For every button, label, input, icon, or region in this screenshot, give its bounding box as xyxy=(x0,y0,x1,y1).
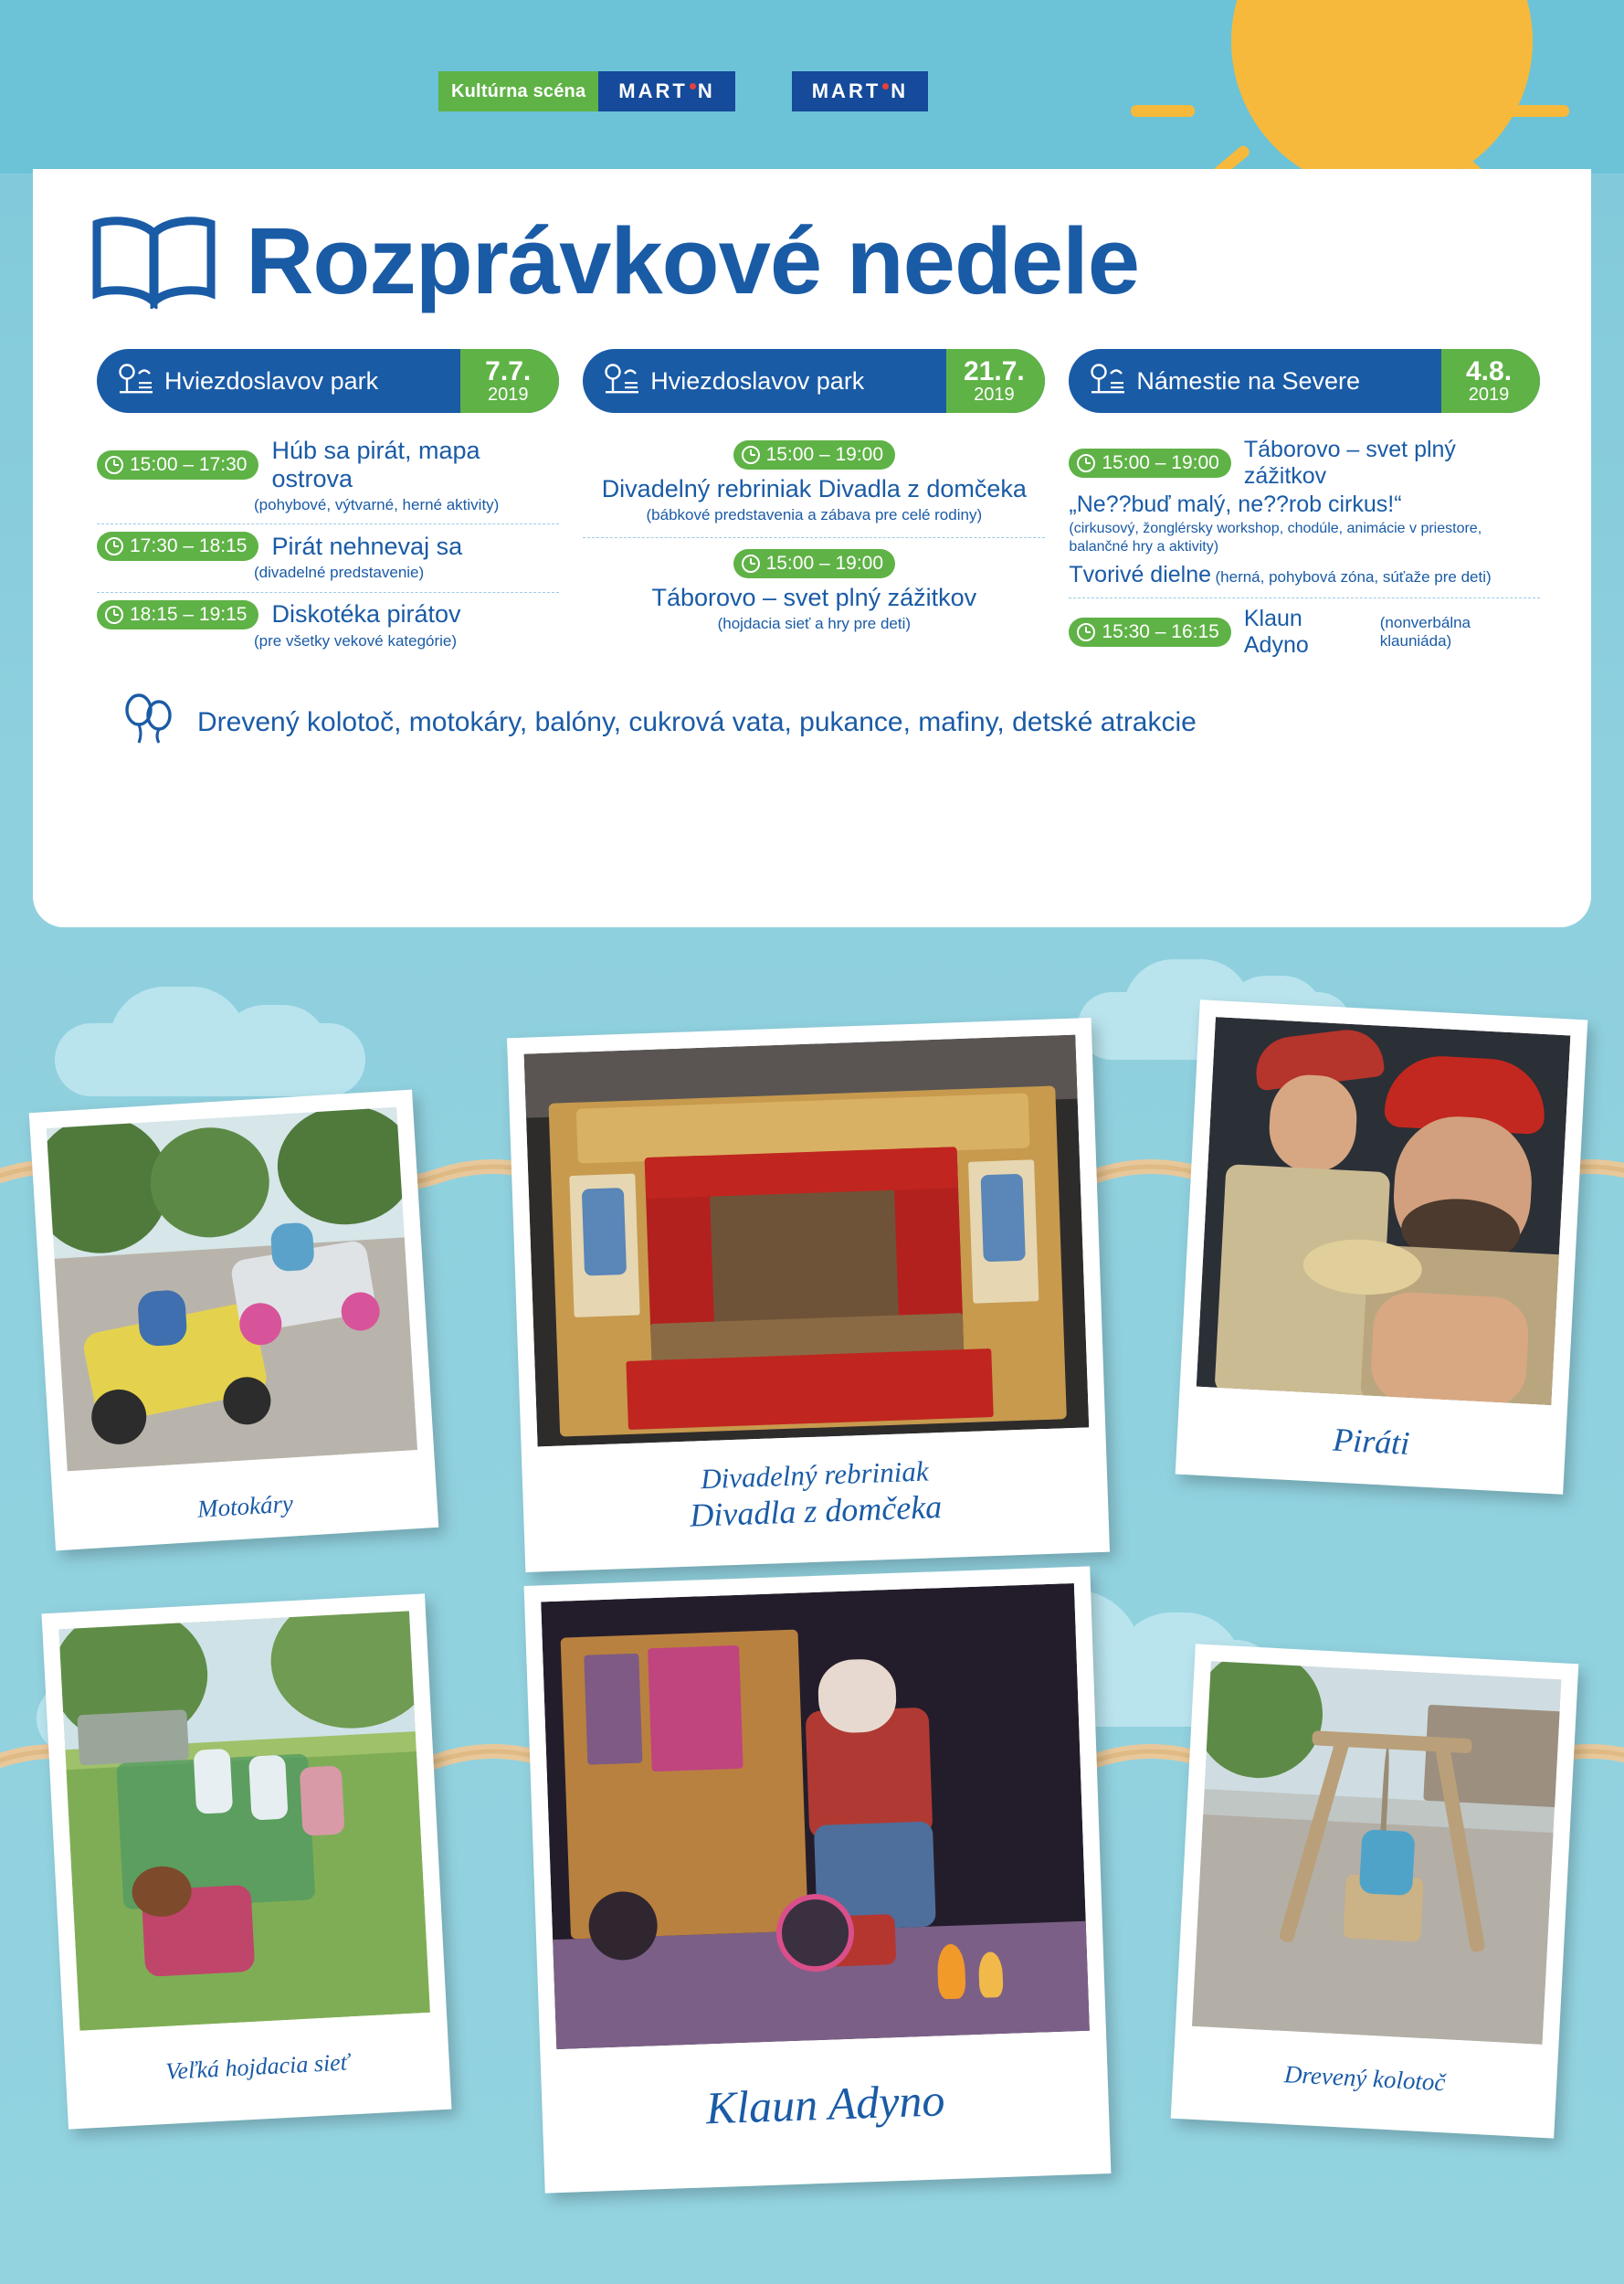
photo-caption-klaun-adyno: Klaun Adyno xyxy=(704,2074,946,2134)
photo-content xyxy=(47,1107,417,1472)
logo-kulturna-scena-martin xyxy=(438,71,735,111)
logo-martin-1-post: N xyxy=(697,79,715,102)
event-time-badge xyxy=(733,549,895,578)
logo-martin-2 xyxy=(792,71,928,111)
photo-card-divadelny-rebriniak[interactable] xyxy=(507,1018,1110,1572)
photo-stage-skirt xyxy=(626,1348,993,1430)
photo-card-pirati[interactable] xyxy=(1176,999,1588,1495)
clock-icon xyxy=(105,456,123,474)
venue-date-day-1: 7.7. xyxy=(485,356,532,386)
event-head xyxy=(97,437,559,493)
photo-caption-divadelny-rebriniak-line2: Divadla z domčeka xyxy=(689,1488,943,1534)
event-time-text: 15:00 – 17:30 xyxy=(130,454,248,475)
logo-martin-1-pre: MART xyxy=(618,79,688,102)
event-list-1 xyxy=(97,413,559,660)
event-time-badge xyxy=(97,532,258,561)
venue-date-year-2: 2019 xyxy=(974,385,1015,405)
event-time-text: 18:15 – 19:15 xyxy=(130,603,248,625)
logo-dot-icon xyxy=(882,83,889,90)
photo-child xyxy=(248,1755,289,1821)
event-head xyxy=(97,532,559,561)
event-item xyxy=(97,429,559,524)
photo-image-motokary xyxy=(47,1107,417,1472)
logo-martin-2-pre: MART xyxy=(811,79,881,102)
photo-caption-divadelny-rebriniak-line1: Divadelný rebriniak xyxy=(700,1454,930,1496)
clock-icon xyxy=(105,606,123,624)
event-time-badge xyxy=(1069,618,1230,647)
event-subtitle: (pohybové, výtvarné, herné aktivity) xyxy=(254,496,500,513)
program-column-1 xyxy=(97,349,559,668)
photo-caravan-window xyxy=(584,1654,642,1765)
photo-image-dreveny-kolotoc xyxy=(1192,1661,1561,2045)
photo-caption-hojdacia-siet: Veľká hojdacia sieť xyxy=(164,2048,350,2085)
event-subtitle: (pre všetky vekové kategórie) xyxy=(254,631,458,650)
title-row xyxy=(33,169,1591,313)
photo-child xyxy=(1359,1829,1416,1896)
event-head xyxy=(1069,606,1540,659)
event-subtitle: (nonverbálna klauniáda) xyxy=(1379,614,1471,650)
photo-content xyxy=(524,1035,1090,1447)
sun-ray xyxy=(1131,105,1195,117)
event-head xyxy=(97,600,559,629)
event-item xyxy=(1069,429,1540,598)
event-time-text: 17:30 – 18:15 xyxy=(130,535,248,557)
clock-icon xyxy=(1077,623,1095,641)
program-column-3 xyxy=(1069,349,1540,668)
venue-date-day-3: 4.8. xyxy=(1465,356,1513,386)
photo-image-klaun-adyno xyxy=(541,1583,1090,2049)
event-time-badge xyxy=(733,440,895,470)
venue-bar-3 xyxy=(1069,349,1540,413)
photo-pirate-face xyxy=(1267,1073,1358,1173)
event-time-text: 15:00 – 19:00 xyxy=(1102,452,1219,473)
photo-clown-face xyxy=(817,1658,898,1734)
sun-ray xyxy=(1505,105,1569,117)
event-title: Táborovo – svet plný zážitkov xyxy=(1243,437,1456,489)
venue-bar-1 xyxy=(97,349,559,413)
photo-puppet xyxy=(582,1188,627,1276)
photo-child xyxy=(194,1749,234,1814)
info-card xyxy=(33,169,1591,927)
park-tree-icon xyxy=(583,349,650,413)
photo-gallery xyxy=(0,932,1624,2284)
clock-icon xyxy=(1077,454,1095,472)
photo-content xyxy=(541,1583,1090,2049)
event-subtitle: (cirkusový, žonglérsky workshop, chodúle, animácie v priestore, balančné hry a aktivity) xyxy=(1069,521,1482,555)
extra-attractions-text: Drevený kolotoč, motokáry, balóny, cukrová vata, pukance, mafiny, detské atrakcie xyxy=(197,706,1197,737)
venue-date-year-1: 2019 xyxy=(487,385,529,405)
photo-caption-dreveny-kolotoc: Drevený kolotoč xyxy=(1283,2060,1447,2097)
event-time-badge xyxy=(97,450,258,480)
clock-icon xyxy=(742,446,760,464)
photo-card-hojdacia-siet[interactable] xyxy=(42,1593,452,2129)
photo-caravan-curtain xyxy=(648,1645,743,1771)
sun-icon xyxy=(1231,0,1533,192)
event-subtitle: (bábkové predstavenia a zábava pre celé rodiny) xyxy=(646,506,983,523)
photo-content xyxy=(58,1611,430,2030)
park-tree-icon xyxy=(1069,349,1136,413)
page-title: Rozprávkové nedele xyxy=(246,208,1140,313)
program-column-2 xyxy=(583,349,1045,668)
event-quote: „Ne??buď malý, ne??rob cirkus!“ xyxy=(1069,492,1402,517)
photo-shelter xyxy=(77,1709,189,1765)
venue-bar-2 xyxy=(583,349,1045,413)
logo-martin-2-post: N xyxy=(891,79,909,102)
clock-icon xyxy=(105,537,123,555)
event-time-badge xyxy=(97,600,258,629)
event-time-text: 15:30 – 16:15 xyxy=(1102,621,1219,642)
logo-kulturna-scena-label: Kultúrna scéna xyxy=(438,71,598,111)
event-subtitle: (divadelné predstavenie) xyxy=(254,564,425,582)
venue-name-2: Hviezdoslavov park xyxy=(650,366,865,395)
event-item xyxy=(97,593,559,660)
venue-date-2 xyxy=(946,349,1045,413)
photo-pirate-hand xyxy=(1369,1291,1530,1405)
clock-icon xyxy=(742,555,760,573)
event-item xyxy=(583,429,1045,538)
event-list-2 xyxy=(583,413,1045,647)
photo-card-motokary[interactable] xyxy=(29,1090,439,1551)
extra-attractions xyxy=(33,668,1591,753)
photo-image-hojdacia-siet xyxy=(58,1611,430,2030)
photo-caption-motokary: Motokáry xyxy=(196,1489,294,1523)
photo-image-pirati xyxy=(1197,1017,1571,1405)
event-title-secondary: Tvorivé dielne xyxy=(1069,562,1212,587)
program-columns xyxy=(33,309,1591,668)
photo-child xyxy=(300,1765,345,1835)
event-time-text: 15:00 – 19:00 xyxy=(765,553,884,575)
photo-image-divadelny-rebriniak xyxy=(524,1035,1090,1447)
venue-date-day-2: 21.7. xyxy=(964,356,1025,386)
event-subtitle-secondary: (herná, pohybová zóna, súťaže pre deti) xyxy=(1215,568,1492,586)
logo-dot-icon xyxy=(690,83,696,90)
event-head xyxy=(583,549,1045,578)
event-subtitle: (hojdacia sieť a hry pre deti) xyxy=(717,615,912,633)
photo-card-klaun-adyno[interactable] xyxy=(524,1566,1112,2193)
photo-child xyxy=(137,1289,188,1347)
venue-date-3 xyxy=(1441,349,1540,413)
event-time-text: 15:00 – 19:00 xyxy=(765,444,884,465)
balloons-icon xyxy=(121,692,177,753)
park-tree-icon xyxy=(97,349,164,413)
event-title: Táborovo – svet plný zážitkov xyxy=(651,584,977,612)
event-title: Húb sa pirát, mapa ostrova xyxy=(271,437,480,492)
venue-name-3: Námestie na Severe xyxy=(1136,366,1361,395)
photo-content xyxy=(1197,1017,1571,1405)
event-title: Pirát nehnevaj sa xyxy=(271,532,463,560)
photo-child xyxy=(270,1222,315,1273)
venue-date-year-3: 2019 xyxy=(1468,385,1510,405)
event-head xyxy=(583,440,1045,470)
event-title: Divadelný rebriniak Divadla z domčeka xyxy=(601,475,1027,502)
event-item xyxy=(1069,598,1540,668)
photo-caption-pirati: Piráti xyxy=(1332,1421,1411,1462)
photo-puppet xyxy=(981,1174,1026,1263)
logo-group xyxy=(438,71,928,111)
event-title: Diskotéka pirátov xyxy=(271,600,461,628)
photo-card-dreveny-kolotoc[interactable] xyxy=(1171,1644,1579,2138)
venue-name-1: Hviezdoslavov park xyxy=(164,366,379,395)
event-item xyxy=(583,538,1045,646)
book-icon xyxy=(88,213,220,309)
event-time-badge xyxy=(1069,449,1230,478)
event-item xyxy=(97,524,559,592)
logo-martin-1 xyxy=(598,71,734,111)
event-title: Klaun Adyno xyxy=(1243,606,1309,658)
event-list-3 xyxy=(1069,413,1540,668)
event-head xyxy=(1069,437,1540,490)
logo-martin-city xyxy=(792,71,928,111)
photo-content xyxy=(1192,1661,1561,2045)
venue-date-1 xyxy=(460,349,559,413)
